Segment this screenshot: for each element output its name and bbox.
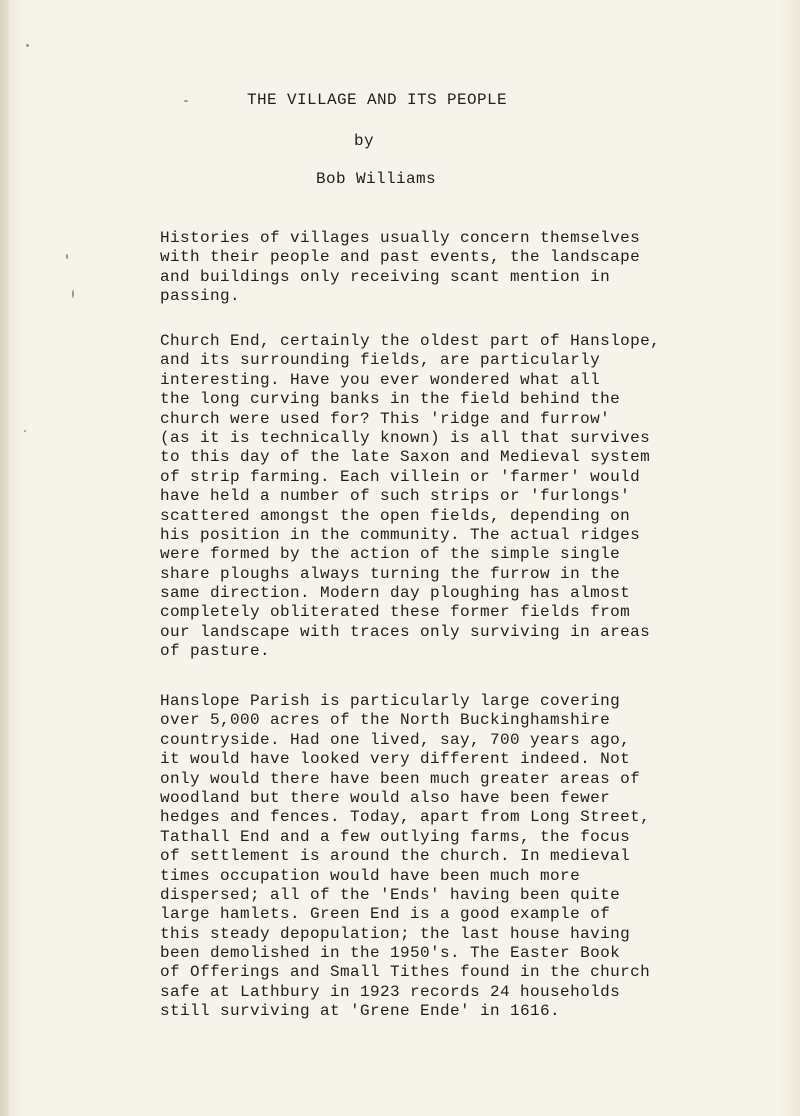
text-line: of Offerings and Small Tithes found in the church — [160, 963, 651, 982]
text-line: church were used for? This 'ridge and furrow' — [160, 409, 611, 428]
body-paragraph — [160, 692, 660, 1022]
text-line: the long curving banks in the field behind the — [160, 390, 621, 409]
text-line: it would have looked very different indeed. Not — [160, 750, 631, 769]
page-binding-edge — [0, 0, 9, 1116]
text-line: completely obliterated these former fields from — [160, 603, 631, 622]
text-line: to this day of the late Saxon and Medieval system — [160, 448, 651, 467]
document-author: Bob Williams — [316, 170, 437, 188]
text-line: (as it is technically known) is all that survives — [160, 428, 651, 447]
text-line: Tathall End and a few outlying farms, the focus — [160, 827, 631, 846]
text-line: scattered amongst the open fields, depending on — [160, 506, 631, 525]
text-line: his position in the community. The actual ridges — [160, 525, 641, 544]
text-line: only would there have been much greater areas of — [160, 769, 641, 788]
text-line: woodland but there would also have been fewer — [160, 788, 611, 807]
text-line: share ploughs always turning the furrow in the — [160, 564, 621, 583]
paper-speck — [26, 44, 29, 47]
text-line: safe at Lathbury in 1923 records 24 households — [160, 982, 621, 1001]
text-line: with their people and past events, the landscape — [160, 248, 641, 267]
text-line: this steady depopulation; the last house having — [160, 924, 631, 943]
text-line: have held a number of such strips or 'furlongs' — [160, 487, 631, 506]
text-line: Hanslope Parish is particularly large covering — [160, 692, 621, 710]
text-line: and buildings only receiving scant mention in — [160, 267, 611, 286]
text-line: of pasture. — [160, 642, 271, 661]
text-line: of strip farming. Each villein or 'farmer' would — [160, 467, 641, 486]
body-paragraph — [160, 229, 660, 307]
text-line: same direction. Modern day ploughing has almost — [160, 584, 631, 603]
document-title: THE VILLAGE AND ITS PEOPLE — [247, 91, 508, 109]
text-line: our landscape with traces only surviving in areas — [160, 622, 651, 641]
text-line: times occupation would have been much more — [160, 866, 581, 885]
text-line: still surviving at 'Grene Ende' in 1616. — [160, 1002, 561, 1021]
text-line: Church End, certainly the oldest part of Hanslope, — [160, 332, 661, 350]
body-paragraph — [160, 332, 660, 662]
text-line: interesting. Have you ever wondered what all — [160, 370, 601, 389]
text-line: were formed by the action of the simple single — [160, 545, 621, 564]
text-line: passing. — [160, 287, 241, 306]
text-line: Histories of villages usually concern themselves — [160, 229, 641, 247]
text-line: dispersed; all of the 'Ends' having been quite — [160, 885, 621, 904]
paper-speck — [66, 254, 68, 259]
text-line: and its surrounding fields, are particularly — [160, 351, 601, 370]
document-byline: by — [354, 132, 375, 150]
text-line: over 5,000 acres of the North Buckinghamshire — [160, 711, 611, 730]
paper-speck — [72, 290, 74, 298]
text-line: of settlement is around the church. In medieval — [160, 847, 631, 866]
text-line: been demolished in the 1950's. The Easter Book — [160, 944, 621, 963]
text-line: countryside. Had one lived, say, 700 years ago, — [160, 730, 631, 749]
text-line: hedges and fences. Today, apart from Long Street, — [160, 808, 651, 827]
text-line: large hamlets. Green End is a good example of — [160, 905, 611, 924]
paper-speck — [184, 100, 188, 102]
paper-speck — [24, 430, 26, 432]
